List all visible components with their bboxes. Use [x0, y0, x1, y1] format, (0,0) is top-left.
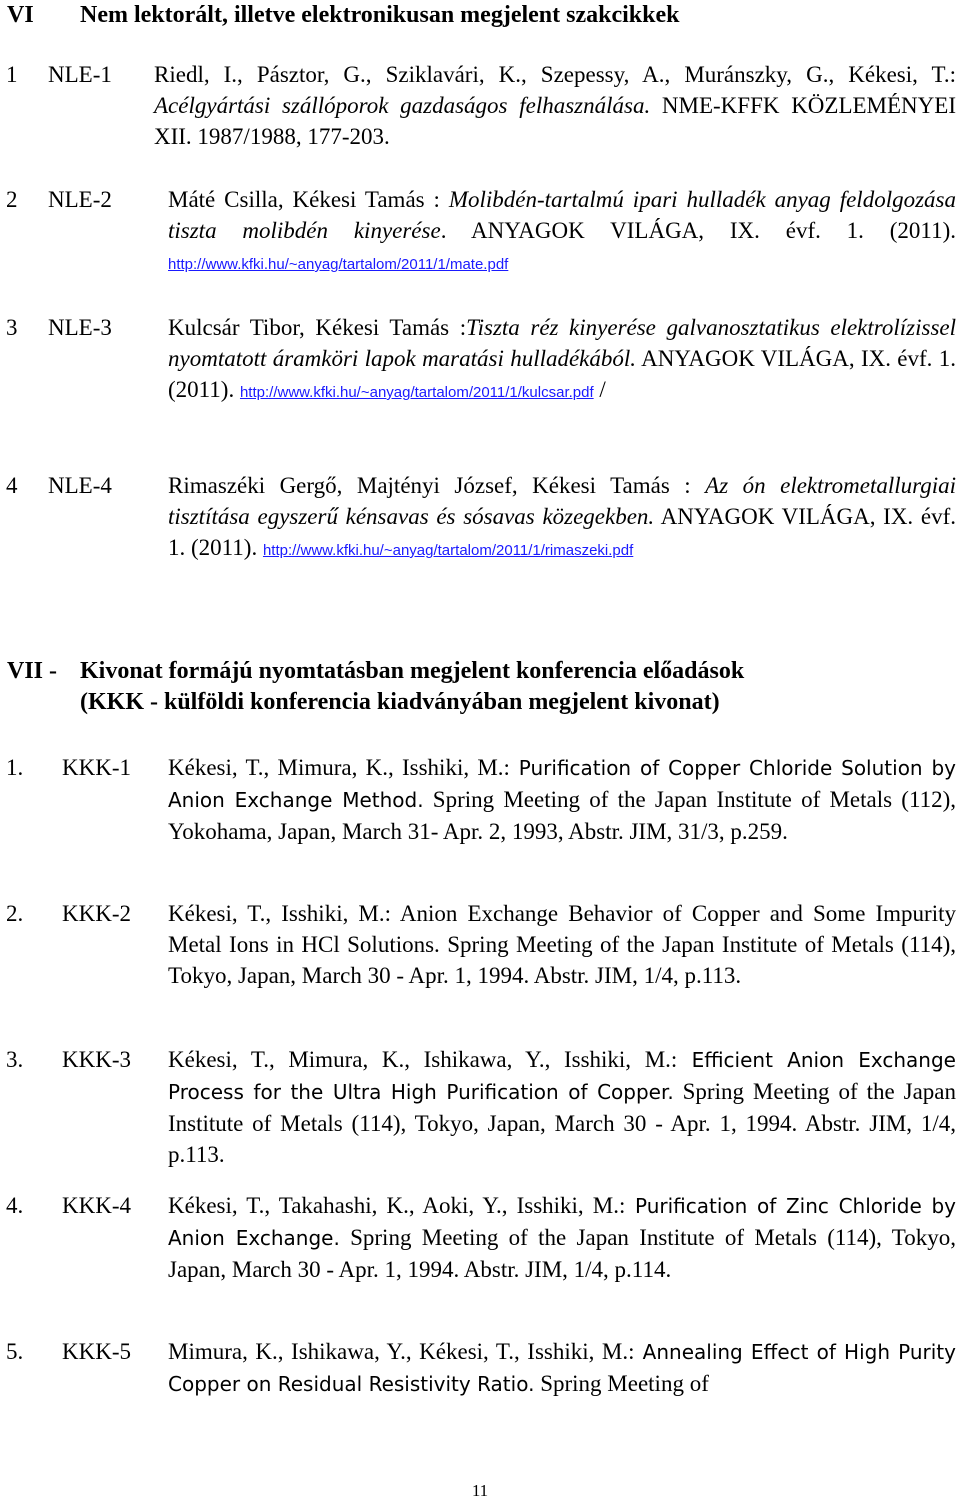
entry-code: KKK-4 — [62, 1193, 131, 1218]
entry-text — [168, 1336, 956, 1400]
entry-source: Spring Meeting of the Japan Institute of Metals (114), Tokyo, Japan, March 30 - Apr. 1, 1994. Abstr. JIM, 1/4, p.113. — [168, 1079, 956, 1167]
entry-number: 1 — [6, 62, 18, 87]
link-separator: / — [593, 377, 606, 402]
entry-title: Acélgyártási szállóporok gazdaságos felhasználása. — [154, 93, 651, 118]
entry-link[interactable]: http://www.kfki.hu/~anyag/tartalom/2011/1/mate.pdf — [168, 256, 509, 273]
entry-number: 4. — [6, 1193, 24, 1218]
entry-text — [168, 898, 956, 991]
entry-title: Az ón elektrometallurgiai tisztítása egyszerű kénsavas és sósavas közegekben. — [168, 473, 956, 529]
entry-title: Molibdén-tartalmú ipari hulladék anyag feldolgozása tiszta molibdén kinyerése — [168, 187, 956, 243]
entry-authors: Kékesi, T., Mimura, K., Isshiki, M.: — [168, 755, 510, 780]
entry-code: NLE-1 — [48, 62, 112, 87]
entry-title: Purification of Zinc Chloride by Anion Exchange. — [168, 1194, 957, 1250]
entry-source: Spring Meeting of — [534, 1371, 709, 1396]
entry-authors: Máté Csilla, Kékesi Tamás : — [168, 187, 449, 212]
section-title: Nem lektorált, illetve elektronikusan megjelent szakcikkek — [80, 2, 680, 28]
entry-source: NME-KFFK KÖZLEMÉNYEI XII. 1987/1988, 177-203. — [154, 93, 956, 149]
entry-source: . ANYAGOK VILÁGA, IX. évf. 1. (2011). — [440, 218, 956, 243]
entry-source: Spring Meeting of the Japan Institute of Metals (112), Yokohama, Japan, March 31- Apr. 2, 1993, Abstr. JIM, 31/3, p.259. — [168, 787, 956, 844]
entry-link[interactable]: http://www.kfki.hu/~anyag/tartalom/2011/1/rimaszeki.pdf — [262, 542, 634, 559]
page-number: 11 — [471, 1481, 489, 1500]
entry-number: 2. — [6, 901, 24, 926]
entry-number: 2 — [6, 187, 18, 212]
entry-code: NLE-2 — [48, 187, 112, 212]
entry-number: 4 — [6, 473, 18, 498]
entry-authors: Kulcsár Tibor, Kékesi Tamás : — [168, 315, 467, 340]
entry-title: Efficient Anion Exchange Process for the Ultra High Purification of Copper. — [168, 1048, 956, 1104]
entry-code: KKK-5 — [62, 1339, 131, 1364]
entry-title: Tiszta réz kinyerése galvanosztatikus elektrolízissel nyomtatott áramköri lapok maratási hulladékából. — [168, 315, 956, 371]
entry-code: KKK-1 — [62, 755, 131, 780]
entry-text — [168, 470, 956, 566]
entry-code: KKK-2 — [62, 901, 131, 926]
entry-authors: Riedl, I., Pásztor, G., Sziklavári, K., Szepessy, A., Muránszky, G., Kékesi, T.: — [154, 62, 956, 87]
entry-authors: Kékesi, T., Isshiki, M.: — [168, 901, 392, 926]
entry-number: 5. — [6, 1339, 24, 1364]
entry-text — [168, 752, 956, 847]
entry-source: ANYAGOK VILÁGA, IX. évf. 1. (2011). — [168, 346, 956, 402]
entry-text — [168, 312, 956, 408]
entry-source: ANYAGOK VILÁGA, IX. évf. 1. (2011). — [168, 504, 956, 560]
entry-authors: Kékesi, T., Mimura, K., Ishikawa, Y., Isshiki, M.: — [168, 1047, 678, 1072]
entry-number: 3. — [6, 1047, 24, 1072]
entry-source: Spring Meeting of the Japan Institute of Metals (114), Tokyo, Japan, March 30 - Apr. 1, 1994. Abstr. JIM, 1/4, p.113. — [168, 932, 956, 988]
entry-number: 1. — [6, 755, 24, 780]
entry-code: NLE-4 — [48, 473, 112, 498]
entry-source: Spring Meeting of the Japan Institute of Metals (114), Tokyo, Japan, March 30 - Apr. 1, 1994. Abstr. JIM, 1/4, p.114. — [168, 1225, 956, 1282]
section-number: VI — [7, 2, 34, 28]
entry-authors: Kékesi, T., Takahashi, K., Aoki, Y., Isshiki, M.: — [168, 1193, 626, 1218]
section-number: VII - — [7, 658, 58, 684]
entry-authors: Rimaszéki Gergő, Majtényi József, Kékesi Tamás : — [168, 473, 706, 498]
entry-number: 3 — [6, 315, 18, 340]
entry-link[interactable]: http://www.kfki.hu/~anyag/tartalom/2011/1/kulcsar.pdf — [239, 384, 594, 401]
section-title-line1: Kivonat formájú nyomtatásban megjelent konferencia előadások — [80, 658, 745, 684]
entry-authors: Mimura, K., Ishikawa, Y., Kékesi, T., Isshiki, M.: — [168, 1339, 635, 1364]
entry-title: Anion Exchange Behavior of Copper and Some Impurity Metal Ions in HCl Solutions. — [168, 901, 956, 957]
entry-text — [154, 59, 956, 152]
entry-title: Annealing Effect of High Purity Copper on Residual Resistivity Ratio. — [168, 1340, 956, 1396]
section-title-line2: (KKK - külföldi konferencia kiadványában megjelent kivonat) — [80, 689, 720, 715]
entry-text — [168, 184, 956, 280]
entry-code: NLE-3 — [48, 315, 112, 340]
entry-code: KKK-3 — [62, 1047, 131, 1072]
entry-text — [168, 1044, 956, 1170]
entry-title: Purification of Copper Chloride Solution by Anion Exchange Method. — [168, 756, 956, 812]
entry-text — [168, 1190, 956, 1285]
